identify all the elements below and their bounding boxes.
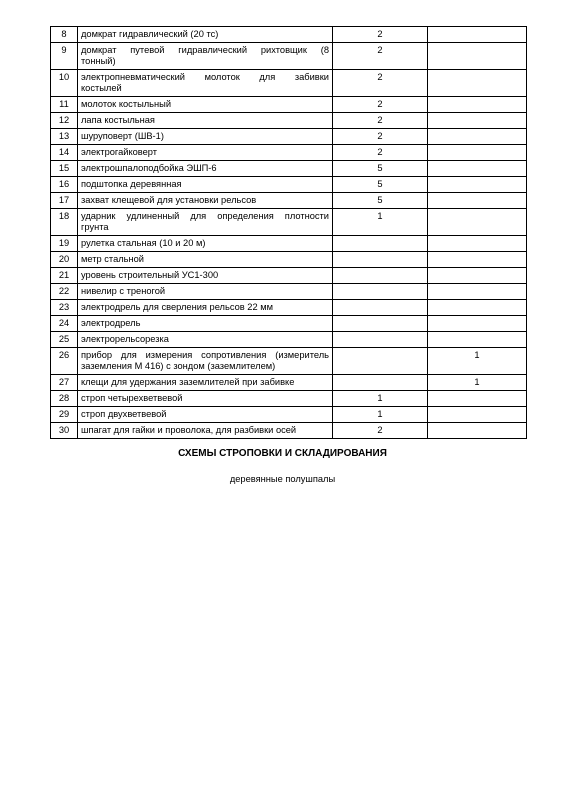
table-row <box>51 209 527 236</box>
row-number-cell: 10 <box>51 70 78 97</box>
tool-name-line: рулетка стальная (10 и 20 м) <box>81 238 206 248</box>
quantity-cell-q1 <box>333 268 428 284</box>
tool-name-line: метр стальной <box>81 254 145 264</box>
tool-name-cell <box>78 407 333 423</box>
quantity-cell-q1: 2 <box>333 423 428 439</box>
quantity-cell-q1 <box>333 375 428 391</box>
table-row <box>51 332 527 348</box>
tool-name-cell <box>78 300 333 316</box>
row-number-cell: 12 <box>51 113 78 129</box>
tool-name-cell <box>78 268 333 284</box>
tool-name-line: электрошпалоподбойка ЭШП-6 <box>81 163 217 173</box>
tool-name-line: уровень строительный УС1-300 <box>81 270 219 280</box>
tool-name-line: нивелир с треногой <box>81 286 166 296</box>
row-number-cell: 11 <box>51 97 78 113</box>
quantity-cell-q2 <box>428 113 527 129</box>
quantity-cell-q2 <box>428 236 527 252</box>
tool-name-line: захват клещевой для установки рельсов <box>81 195 257 205</box>
row-number-cell: 17 <box>51 193 78 209</box>
tool-name-cell <box>78 97 333 113</box>
quantity-cell-q1 <box>333 332 428 348</box>
quantity-cell-q1 <box>333 284 428 300</box>
quantity-cell-q2: 1 <box>428 348 527 375</box>
quantity-cell-q2 <box>428 391 527 407</box>
quantity-cell-q1: 2 <box>333 97 428 113</box>
table-row <box>51 145 527 161</box>
tool-name-cell <box>78 252 333 268</box>
quantity-cell-q2 <box>428 316 527 332</box>
tool-name-line: ударник удлиненный для определения плотности <box>81 211 329 221</box>
tool-name-cell <box>78 391 333 407</box>
quantity-cell-q1: 1 <box>333 391 428 407</box>
tool-name-line: прибор для измерения сопротивления (измеритель <box>81 350 329 360</box>
quantity-cell-q2 <box>428 43 527 70</box>
tool-name-cell <box>78 209 333 236</box>
tool-name-line: заземления М 416) с зондом (заземлителем) <box>81 361 276 371</box>
quantity-cell-q2 <box>428 252 527 268</box>
tool-name-line: электропневматический молоток для забивки <box>81 72 329 82</box>
row-number-cell: 26 <box>51 348 78 375</box>
quantity-cell-q2 <box>428 70 527 97</box>
quantity-cell-q1: 2 <box>333 129 428 145</box>
row-number-cell: 19 <box>51 236 78 252</box>
row-number-cell: 16 <box>51 177 78 193</box>
quantity-cell-q2 <box>428 423 527 439</box>
quantity-cell-q1 <box>333 300 428 316</box>
quantity-cell-q1: 2 <box>333 70 428 97</box>
tool-name-line: тонный) <box>81 56 116 66</box>
row-number-cell: 18 <box>51 209 78 236</box>
quantity-cell-q2 <box>428 209 527 236</box>
row-number-cell: 24 <box>51 316 78 332</box>
tool-name-line: строп двухветвевой <box>81 409 167 419</box>
quantity-cell-q1: 1 <box>333 407 428 423</box>
table-row <box>51 113 527 129</box>
quantity-cell-q2 <box>428 27 527 43</box>
table-row <box>51 43 527 70</box>
quantity-cell-q2 <box>428 268 527 284</box>
table-row <box>51 236 527 252</box>
quantity-cell-q2 <box>428 284 527 300</box>
tool-name-cell <box>78 161 333 177</box>
table-row <box>51 423 527 439</box>
table-row <box>51 27 527 43</box>
quantity-cell-q1: 5 <box>333 177 428 193</box>
quantity-cell-q1 <box>333 348 428 375</box>
tool-name-cell <box>78 43 333 70</box>
row-number-cell: 20 <box>51 252 78 268</box>
row-number-cell: 21 <box>51 268 78 284</box>
table-row <box>51 161 527 177</box>
tool-name-cell <box>78 423 333 439</box>
table-row <box>51 252 527 268</box>
table-row <box>51 300 527 316</box>
row-number-cell: 14 <box>51 145 78 161</box>
row-number-cell: 23 <box>51 300 78 316</box>
table-row <box>51 97 527 113</box>
quantity-cell-q2 <box>428 97 527 113</box>
quantity-cell-q2 <box>428 145 527 161</box>
tool-name-line: электрорельсорезка <box>81 334 169 344</box>
tool-name-line: молоток костыльный <box>81 99 172 109</box>
tool-name-cell <box>78 129 333 145</box>
tool-name-cell <box>78 193 333 209</box>
row-number-cell: 8 <box>51 27 78 43</box>
tool-name-cell <box>78 113 333 129</box>
table-row <box>51 268 527 284</box>
tool-name-line: клещи для удержания заземлителей при забивке <box>81 377 295 387</box>
tool-name-line: электродрель <box>81 318 141 328</box>
quantity-cell-q1: 5 <box>333 161 428 177</box>
section-subheading: деревянные полушпалы <box>229 474 336 484</box>
quantity-cell-q1: 2 <box>333 145 428 161</box>
quantity-cell-q1: 2 <box>333 113 428 129</box>
tools-table <box>50 26 527 439</box>
quantity-cell-q2 <box>428 129 527 145</box>
tool-name-line: электрогайковерт <box>81 147 158 157</box>
tool-name-line: шуруповерт (ШВ-1) <box>81 131 164 141</box>
quantity-cell-q1 <box>333 252 428 268</box>
quantity-cell-q2 <box>428 332 527 348</box>
table-row <box>51 177 527 193</box>
tool-name-line: шпагат для гайки и проволока, для разбивки осей <box>81 425 297 435</box>
section-heading: СХЕМЫ СТРОПОВКИ И СКЛАДИРОВАНИЯ <box>178 448 387 459</box>
table-row <box>51 316 527 332</box>
table-row <box>51 375 527 391</box>
tool-name-line: подштопка деревянная <box>81 179 182 189</box>
tool-name-cell <box>78 316 333 332</box>
tool-name-line: домкрат гидравлический (20 тс) <box>81 29 219 39</box>
table-row <box>51 348 527 375</box>
row-number-cell: 29 <box>51 407 78 423</box>
tool-name-cell <box>78 375 333 391</box>
quantity-cell-q2 <box>428 177 527 193</box>
quantity-cell-q2: 1 <box>428 375 527 391</box>
row-number-cell: 27 <box>51 375 78 391</box>
tool-name-line: строп четырехветвевой <box>81 393 183 403</box>
quantity-cell-q1 <box>333 316 428 332</box>
tool-name-cell <box>78 348 333 375</box>
tool-name-line: электродрель для сверления рельсов 22 мм <box>81 302 273 312</box>
row-number-cell: 22 <box>51 284 78 300</box>
row-number-cell: 30 <box>51 423 78 439</box>
quantity-cell-q2 <box>428 193 527 209</box>
tool-name-cell <box>78 284 333 300</box>
quantity-cell-q2 <box>428 407 527 423</box>
quantity-cell-q1: 2 <box>333 43 428 70</box>
tool-name-line: домкрат путевой гидравлический рихтовщик (8 <box>81 45 329 55</box>
quantity-cell-q2 <box>428 300 527 316</box>
quantity-cell-q1: 5 <box>333 193 428 209</box>
table-row <box>51 407 527 423</box>
tool-name-cell <box>78 70 333 97</box>
table-row <box>51 193 527 209</box>
row-number-cell: 13 <box>51 129 78 145</box>
row-number-cell: 28 <box>51 391 78 407</box>
quantity-cell-q1 <box>333 236 428 252</box>
table-row <box>51 129 527 145</box>
tools-table-body <box>51 27 527 439</box>
row-number-cell: 9 <box>51 43 78 70</box>
tool-name-line: костылей <box>81 83 122 93</box>
quantity-cell-q1: 1 <box>333 209 428 236</box>
tool-name-cell <box>78 27 333 43</box>
tool-name-line: лапа костыльная <box>81 115 155 125</box>
quantity-cell-q1: 2 <box>333 27 428 43</box>
tool-name-cell <box>78 145 333 161</box>
quantity-cell-q2 <box>428 161 527 177</box>
row-number-cell: 25 <box>51 332 78 348</box>
table-row <box>51 391 527 407</box>
table-row <box>51 70 527 97</box>
table-row <box>51 284 527 300</box>
tool-name-line: грунта <box>81 222 109 232</box>
tool-name-cell <box>78 236 333 252</box>
tool-name-cell <box>78 332 333 348</box>
row-number-cell: 15 <box>51 161 78 177</box>
tool-name-cell <box>78 177 333 193</box>
